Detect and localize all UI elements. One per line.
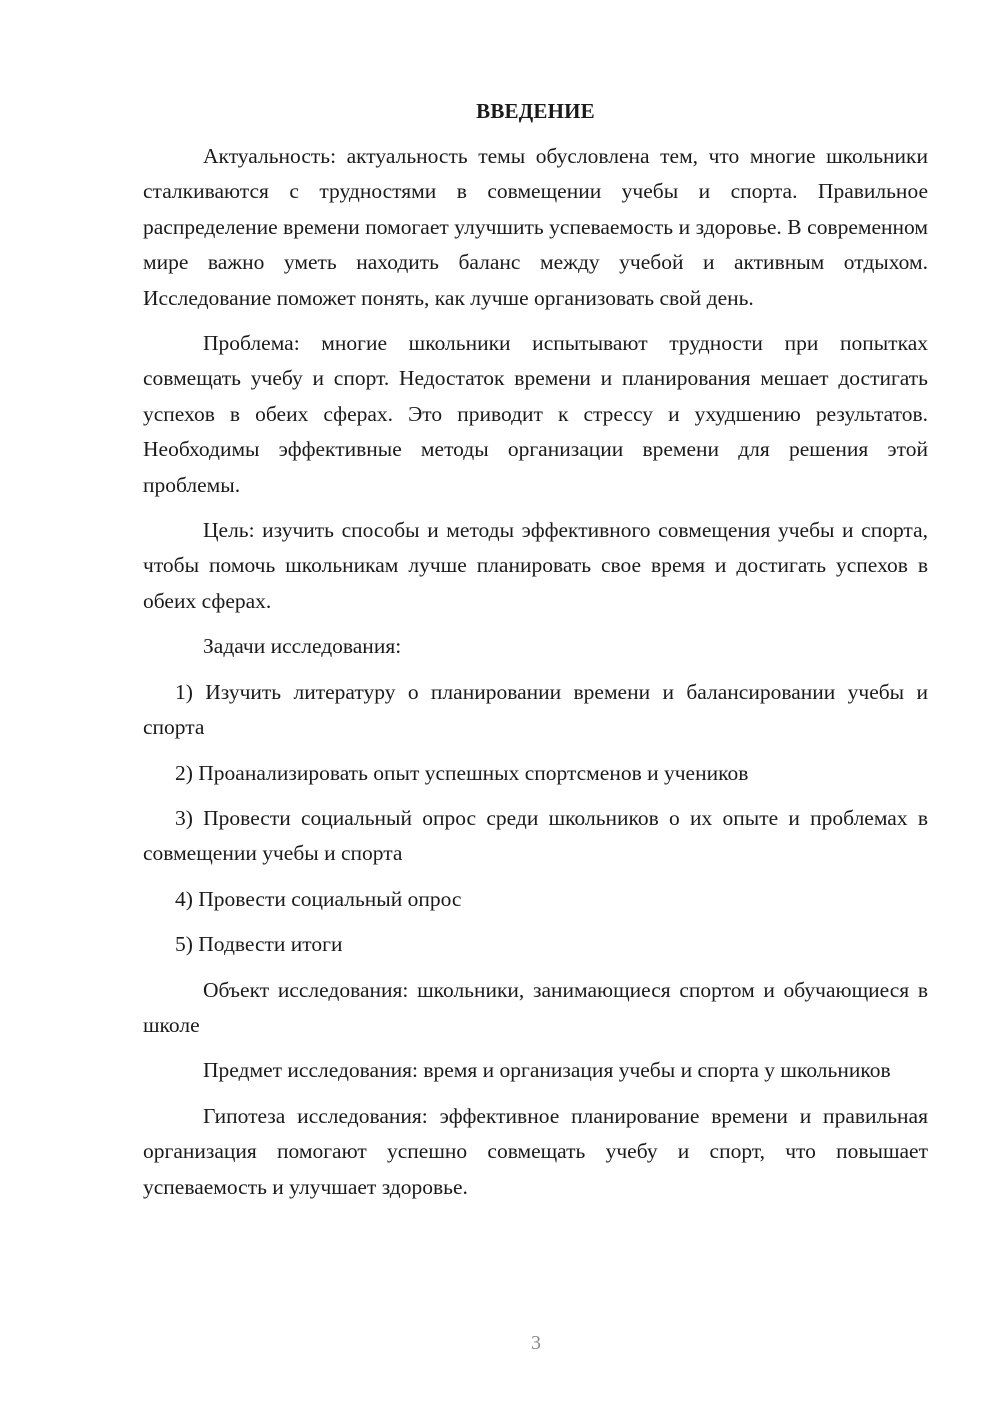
paragraph-hypothesis: Гипотеза исследования: эффективное планирование времени и правильная организация помогают успешно совмещать учебу и спорт, что повышает успеваемость и улучшает здоровье.: [143, 1103, 928, 1199]
paragraph-relevance: Актуальность: актуальность темы обусловлена тем, что многие школьники сталкиваются с трудностями в совмещении учебы и спорта. Правильное распределение времени помогает улучшить успеваемость и здоровье. В современном мире важно уметь находить баланс между учебой и активным отдыхом. Исследование поможет понять, как лучше организовать свой день.: [143, 144, 928, 310]
page-number: 3: [531, 1332, 541, 1354]
page-content: [143, 96, 928, 1215]
page-title: ВВЕДЕНИЕ: [476, 99, 595, 123]
tasks-heading: Задачи исследования:: [203, 634, 402, 659]
task-item: 4) Провести социальный опрос: [175, 886, 462, 911]
paragraph-object: Объект исследования: школьники, занимающиеся спортом и обучающиеся в школе: [143, 977, 928, 1037]
task-item: 5) Подвести итоги: [175, 932, 343, 957]
tasks-list: [143, 675, 928, 963]
task-item: 3) Провести социальный опрос среди школьников о их опыте и проблемах в совмещении учебы и спорта: [143, 805, 928, 866]
task-item: 1) Изучить литературу о планировании времени и балансировании учебы и спорта: [143, 679, 928, 740]
paragraph-problem: Проблема: многие школьники испытывают трудности при попытках совмещать учебу и спорт. Недостаток времени и планирования мешает достигать успехов в обеих сферах. Это приводит к стрессу и ухудшению результатов. Необходимы эффективные методы организации времени для решения этой проблемы.: [143, 331, 928, 497]
task-item: 2) Проанализировать опыт успешных спортсменов и учеников: [175, 760, 749, 785]
paragraph-subject: Предмет исследования: время и организация учебы и спорта у школьников: [203, 1058, 891, 1083]
paragraph-goal: Цель: изучить способы и методы эффективного совмещения учебы и спорта, чтобы помочь школьникам лучше планировать свое время и достигать успехов в обеих сферах.: [143, 518, 928, 613]
